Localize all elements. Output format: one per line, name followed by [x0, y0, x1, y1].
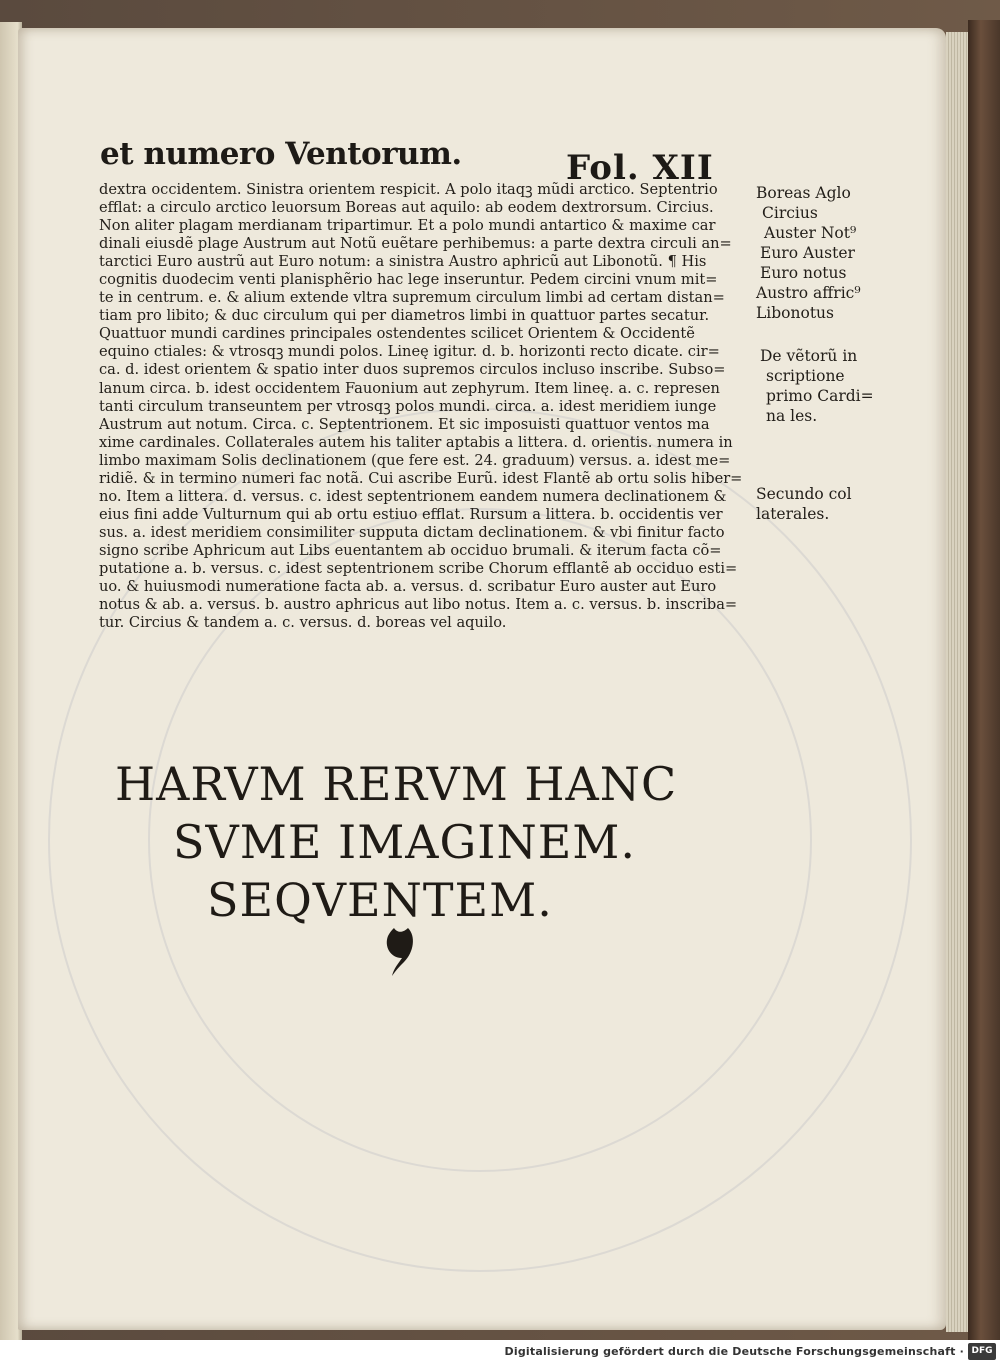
marginal-note-description: [756, 346, 886, 426]
text-line: putatione a. b. versus. c. idest septentrionem scribe Chorum efflantẽ ab occiduo esti=: [99, 559, 738, 577]
text-line: Non aliter plagam merdianam tripartimur. Et a polo mundi antartico & maxime car: [99, 217, 716, 235]
folio-number: Fol. XII: [566, 148, 714, 188]
capital-line: SVME IMAGINEM.: [173, 815, 636, 869]
funding-credit: Digitalisierung gefördert durch die Deutsche Forschungsgemeinschaft ·: [504, 1345, 964, 1358]
hedera-leaf-icon: [380, 922, 422, 980]
page-stack-edge: [946, 32, 968, 1332]
text-line: cognitis duodecim venti planisphẽrio hac lege inseruntur. Pedem circini vnum mit=: [99, 271, 718, 289]
text-line: tanti circulum transeuntem per vtrosqꝫ polos mundi. circa. a. idest meridiem iunge: [99, 397, 717, 415]
text-line: signo scribe Aphricum aut Libs euentantem ab occiduo brumali. & iterum facta cõ=: [99, 541, 722, 559]
text-line: eius fini adde Vulturnum qui ab ortu estiuo efflat. Rursum a littera. b. occidentis ver: [99, 505, 723, 523]
footer-bar: [0, 1340, 1000, 1364]
marginal-line: Auster Not⁹: [764, 224, 857, 242]
running-title: et numero Ventorum.: [100, 136, 462, 172]
marginal-note-winds: [756, 183, 886, 323]
text-line: limbo maximam Solis declinationem (que fere est. 24. graduum) versus. a. idest me=: [99, 451, 731, 469]
main-text-block: [99, 181, 749, 632]
text-line: Quattuor mundi cardines principales ostendentes scilicet Orientem & Occidentẽ: [99, 325, 695, 343]
text-line: tarctici Euro austrũ aut Euro notum: a sinistra Austro aphricũ aut Libonotũ. ¶ His: [99, 253, 707, 271]
text-line: dinali eiusdẽ plage Austrum aut Notũ euẽtare perhibemus: a parte dextra circuli an=: [99, 235, 732, 253]
capital-line: SEQVENTEM.: [207, 873, 553, 927]
text-line: lanum circa. b. idest occidentem Fauonium aut zephyrum. Item lineę. a. c. represen: [99, 379, 720, 397]
text-line: sus. a. idest meridiem consimiliter supputa dictam declinationem. & vbi finitur facto: [99, 523, 725, 541]
text-line: equino ctiales: & vtrosqꝫ mundi polos. Lineę igitur. d. b. horizonti recto dicate. cir=: [99, 343, 720, 361]
text-line: notus & ab. a. versus. b. austro aphricus aut libo notus. Item a. c. versus. b. inscriba=: [99, 596, 738, 614]
marginal-line: laterales.: [756, 505, 830, 523]
marginal-line: Libonotus: [756, 304, 834, 322]
marginal-line: na les.: [766, 407, 818, 425]
text-line: efflat: a circulo arctico leuorsum Boreas aut aquilo: ab eodem dextrorsum. Circius.: [99, 199, 714, 217]
marginal-line: Euro Auster: [760, 244, 855, 262]
marginal-line: Austro affric⁹: [756, 284, 861, 302]
book-cover-edge: [968, 20, 1000, 1345]
marginal-line: De vẽtorũ in: [760, 347, 858, 365]
text-line: dextra occidentem. Sinistra orientem respicit. A polo itaqꝫ mũdi arctico. Septentrio: [99, 181, 718, 198]
marginal-line: Circius: [762, 204, 818, 222]
text-line: tur. Circius & tandem a. c. versus. d. boreas vel aquilo.: [99, 614, 507, 632]
marginal-note-collaterals: [756, 484, 886, 524]
capital-heading: [115, 755, 735, 929]
marginal-line: Euro notus: [760, 264, 847, 282]
text-line: no. Item a littera. d. versus. c. idest septentrionem eandem numera declinationem &: [99, 487, 727, 505]
marginal-line: scriptione: [766, 367, 845, 385]
marginal-line: primo Cardi=: [766, 387, 874, 405]
marginal-line: Secundo col: [756, 485, 852, 503]
text-line: uo. & huiusmodi numeratione facta ab. a. versus. d. scribatur Euro auster aut Euro: [99, 578, 717, 596]
capital-line: HARVM RERVM HANC: [115, 757, 678, 811]
text-line: ca. d. idest orientem & spatio inter duos supremos circulos incluso inscribe. Subso=: [99, 361, 726, 379]
text-line: tiam pro libito; & duc circulum qui per diametros limbi in quattuor partes secatur.: [99, 307, 710, 325]
marginal-line: Boreas Aglo: [756, 184, 851, 202]
text-line: ridiẽ. & in termino numeri fac notã. Cui ascribe Eurũ. idest Flantẽ ab ortu solis hiber=: [99, 469, 743, 487]
text-line: te in centrum. e. & alium extende vltra supremum circulum limbi ad certam distan=: [99, 289, 725, 307]
text-line: Austrum aut notum. Circa. c. Septentrionem. Et sic imposuisti quattuor ventos ma: [99, 415, 710, 433]
dfg-logo-icon: DFG: [968, 1343, 996, 1360]
text-line: xime cardinales. Collaterales autem his taliter aptabis a littera. d. orientis. numera in: [99, 433, 733, 451]
